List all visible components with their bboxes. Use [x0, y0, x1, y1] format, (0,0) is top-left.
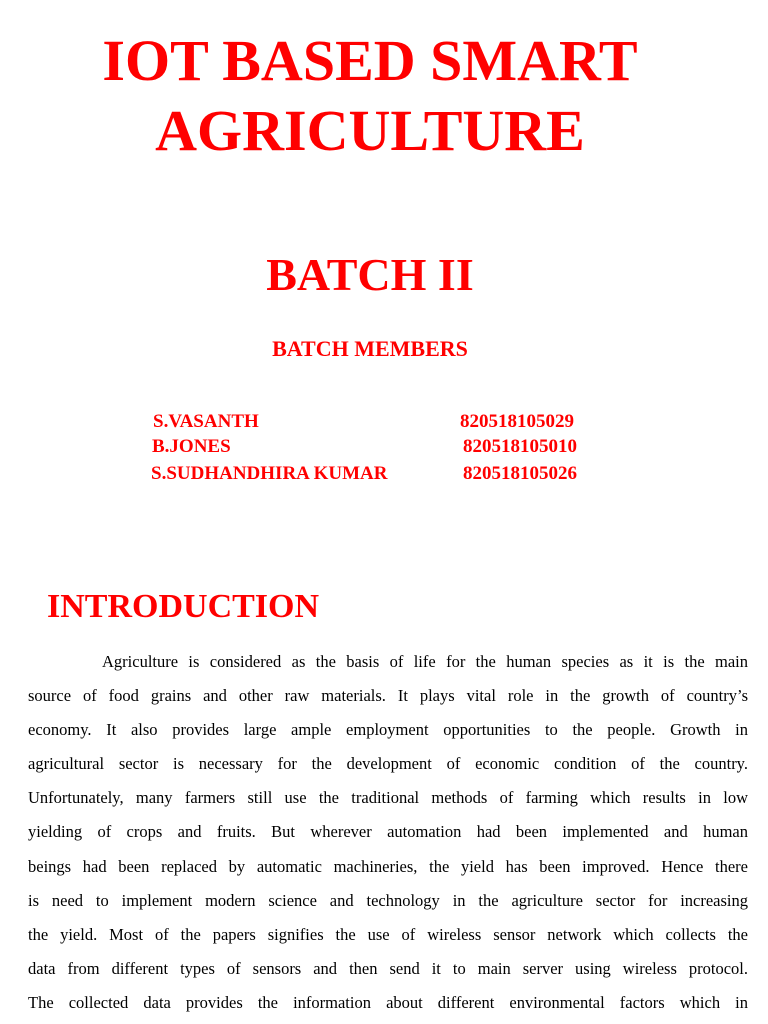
- member-name: S.SUDHANDHIRA KUMAR: [151, 463, 388, 484]
- paragraph-line: Agriculture is considered as the basis of life for the human species as it is the main: [102, 652, 748, 671]
- paragraph-line: agricultural sector is necessary for the development of economic condition of the country.: [28, 754, 748, 774]
- member-name: B.JONES: [152, 436, 231, 457]
- batch-members-heading: BATCH MEMBERS: [272, 336, 468, 361]
- paragraph-line: source of food grains and other raw materials. It plays vital role in the growth of country’s: [28, 686, 748, 706]
- paragraph-line: beings had been replaced by automatic machineries, the yield has been improved. Hence there: [28, 856, 748, 876]
- member-name: S.VASANTH: [153, 411, 259, 432]
- batch-heading: BATCH II: [266, 249, 474, 300]
- introduction-paragraph: [28, 645, 748, 1020]
- member-row: [151, 462, 611, 486]
- paragraph-line: is need to implement modern science and technology in the agriculture sector for increasing: [28, 890, 748, 910]
- member-row: [153, 410, 613, 434]
- document-title-line-1: IOT BASED SMART: [102, 28, 638, 93]
- member-id: 820518105029: [460, 411, 574, 432]
- paragraph-line: the yield. Most of the papers signifies the use of wireless sensor network which collects the: [28, 924, 748, 944]
- member-row: [152, 435, 612, 459]
- introduction-heading: INTRODUCTION: [47, 588, 320, 625]
- paragraph-line: The collected data provides the information about different environmental factors which in: [28, 992, 748, 1012]
- paragraph-line: data from different types of sensors and then send it to main server using wireless protocol.: [28, 958, 748, 978]
- paragraph-line: yielding of crops and fruits. But wherever automation had been implemented and human: [28, 822, 748, 842]
- member-id: 820518105026: [463, 463, 577, 484]
- paragraph-line: economy. It also provides large ample employment opportunities to the people. Growth in: [28, 720, 748, 740]
- paragraph-line: Unfortunately, many farmers still use the traditional methods of farming which results in low: [28, 788, 748, 808]
- document-title-line-2: AGRICULTURE: [155, 98, 585, 163]
- member-id: 820518105010: [463, 436, 577, 457]
